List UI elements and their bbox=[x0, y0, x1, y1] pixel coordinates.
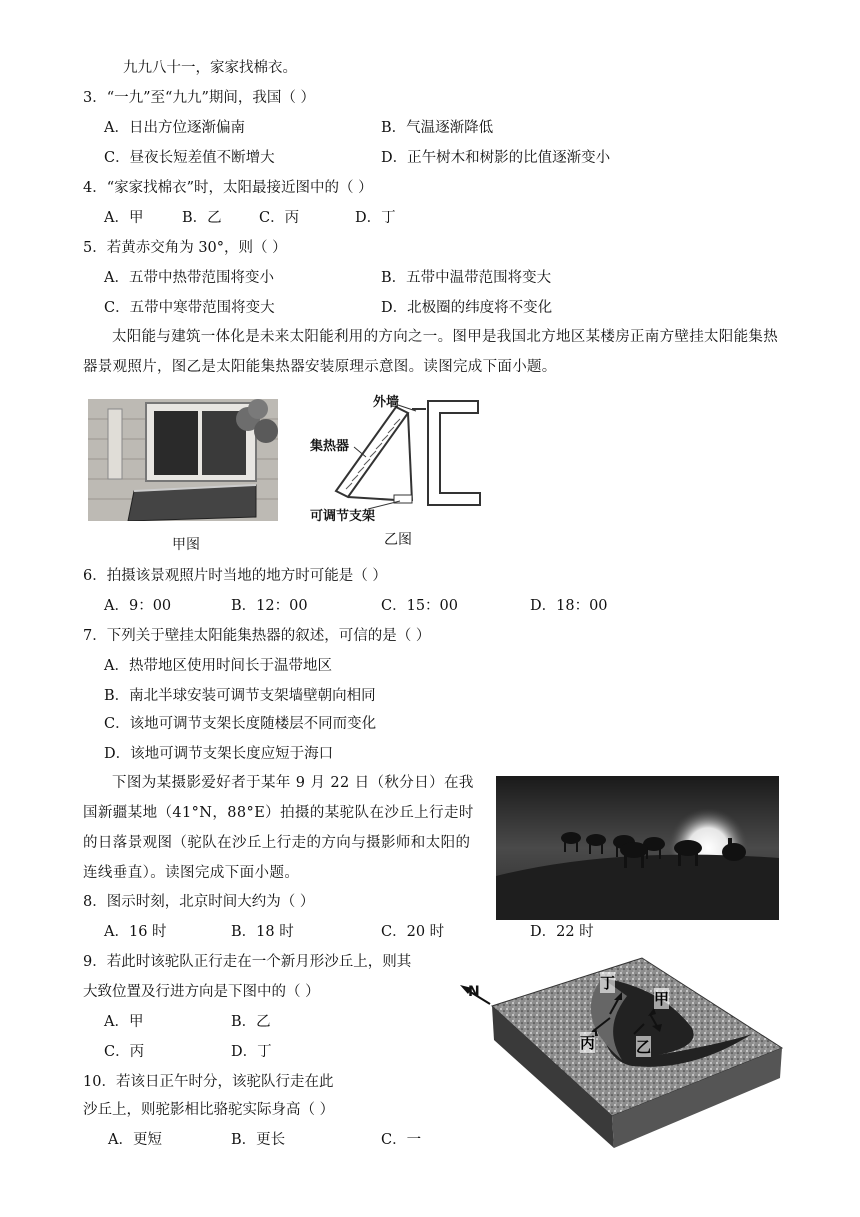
question-7-stem: 7．下列关于壁挂太阳能集热器的叙述，可信的是（ ） bbox=[83, 628, 431, 644]
question-5-stem: 5．若黄赤交角为 30°，则（ ） bbox=[83, 240, 287, 256]
question-8-option-a: A．16 时 bbox=[104, 924, 167, 940]
question-8-option-b: B．18 时 bbox=[231, 924, 294, 940]
question-10-option-b: B．更长 bbox=[231, 1132, 286, 1148]
passage-camel-sunset: 下图为某摄影爱好者于某年 9 月 22 日（秋分日）在我国新疆某地（41°N，88°E）拍摄的某驼队在沙丘上行走时的日落景观图（驼队在沙丘上行走的方向与摄影师和太阳的连线垂直）。读图完成下面小题。 bbox=[83, 775, 474, 881]
label-yi: 乙 bbox=[636, 1038, 652, 1056]
question-10-option-c: C．一 bbox=[381, 1132, 422, 1148]
question-4-option-c: C．丙 bbox=[259, 210, 300, 226]
question-4-option-d: D．丁 bbox=[355, 210, 396, 226]
question-5-option-a: A．五带中热带范围将变小 bbox=[104, 270, 274, 286]
diagram-yi bbox=[308, 391, 488, 523]
question-3-option-c: C．昼夜长短差值不断增大 bbox=[104, 150, 275, 166]
label-collector: 集热器 bbox=[310, 439, 350, 454]
question-8-option-c: C．20 时 bbox=[381, 924, 445, 940]
crescent-dune-diagram bbox=[452, 948, 792, 1158]
question-9-option-d: D．丁 bbox=[231, 1044, 272, 1060]
question-10-option-a: A．更短 bbox=[108, 1132, 162, 1148]
question-9-option-a: A．甲 bbox=[104, 1014, 144, 1030]
collector-installation-diagram bbox=[308, 391, 488, 523]
label-ding: 丁 bbox=[600, 974, 616, 992]
question-9-stem-line-2: 大致位置及行进方向是下图中的（ ） bbox=[83, 984, 320, 1000]
question-10-stem-line-2: 沙丘上，则驼影相比骆驼实际身高（ ） bbox=[83, 1102, 335, 1118]
intro-tail: 九九八十一，家家找棉衣。 bbox=[123, 60, 297, 76]
north-label: N bbox=[468, 984, 480, 1000]
label-jia: 甲 bbox=[654, 990, 670, 1008]
question-7-option-d: D．该地可调节支架长度应短于海口 bbox=[104, 746, 334, 762]
question-5-option-d: D．北极圈的纬度将不变化 bbox=[381, 300, 553, 316]
label-bing: 丙 bbox=[580, 1034, 596, 1052]
passage-solar-building: 太阳能与建筑一体化是未来太阳能利用的方向之一。图甲是我国北方地区某楼房正南方壁挂太阳能集热器景观照片，图乙是太阳能集热器安装原理示意图。读图完成下面小题。 bbox=[83, 329, 778, 375]
question-9-stem-line-1: 9．若此时该驼队正行走在一个新月形沙丘上，则其 bbox=[83, 954, 412, 970]
question-4-option-a: A．甲 bbox=[104, 210, 144, 226]
caption-jia: 甲图 bbox=[172, 537, 200, 553]
camel-sunset-photo bbox=[496, 776, 779, 920]
question-6-option-d: D．18：00 bbox=[530, 598, 608, 614]
dune-block-illustration bbox=[452, 948, 792, 1158]
caption-yi: 乙图 bbox=[384, 532, 412, 548]
question-8-stem: 8．图示时刻，北京时间大约为（ ） bbox=[83, 894, 315, 910]
photo-jia bbox=[88, 399, 278, 521]
label-outer-wall: 外墙 bbox=[373, 395, 400, 410]
question-6-option-a: A．9：00 bbox=[104, 598, 172, 614]
question-6-option-b: B．12：00 bbox=[231, 598, 308, 614]
question-6-stem: 6．拍摄该景观照片时当地的地方时可能是（ ） bbox=[83, 568, 387, 584]
label-adjustable-bracket: 可调节支架 bbox=[310, 509, 376, 524]
question-5-option-c: C．五带中寒带范围将变大 bbox=[104, 300, 275, 316]
question-7-option-c: C．该地可调节支架长度随楼层不同而变化 bbox=[104, 716, 377, 732]
question-3-stem: 3．“一九”至“九九”期间，我国（ ） bbox=[83, 90, 315, 106]
question-3-option-b: B．气温逐渐降低 bbox=[381, 120, 494, 136]
question-4-option-b: B．乙 bbox=[182, 210, 222, 226]
question-9-option-c: C．丙 bbox=[104, 1044, 145, 1060]
question-3-option-a: A．日出方位逐渐偏南 bbox=[104, 120, 245, 136]
question-5-option-b: B．五带中温带范围将变大 bbox=[381, 270, 552, 286]
question-10-stem-line-1: 10．若该日正午时分，该驼队行走在此 bbox=[83, 1074, 334, 1090]
question-3-option-d: D．正午树木和树影的比值逐渐变小 bbox=[381, 150, 611, 166]
question-7-option-b: B．南北半球安装可调节支架墙壁朝向相同 bbox=[104, 688, 376, 704]
question-4-stem: 4．“家家找棉衣”时，太阳最接近图中的（ ） bbox=[83, 180, 373, 196]
question-7-option-a: A．热带地区使用时间长于温带地区 bbox=[104, 658, 332, 674]
wall-photo-illustration bbox=[88, 399, 278, 521]
question-8-option-d: D．22 时 bbox=[530, 924, 594, 940]
sunset-illustration bbox=[496, 776, 779, 920]
question-6-option-c: C．15：00 bbox=[381, 598, 458, 614]
question-9-option-b: B．乙 bbox=[231, 1014, 271, 1030]
